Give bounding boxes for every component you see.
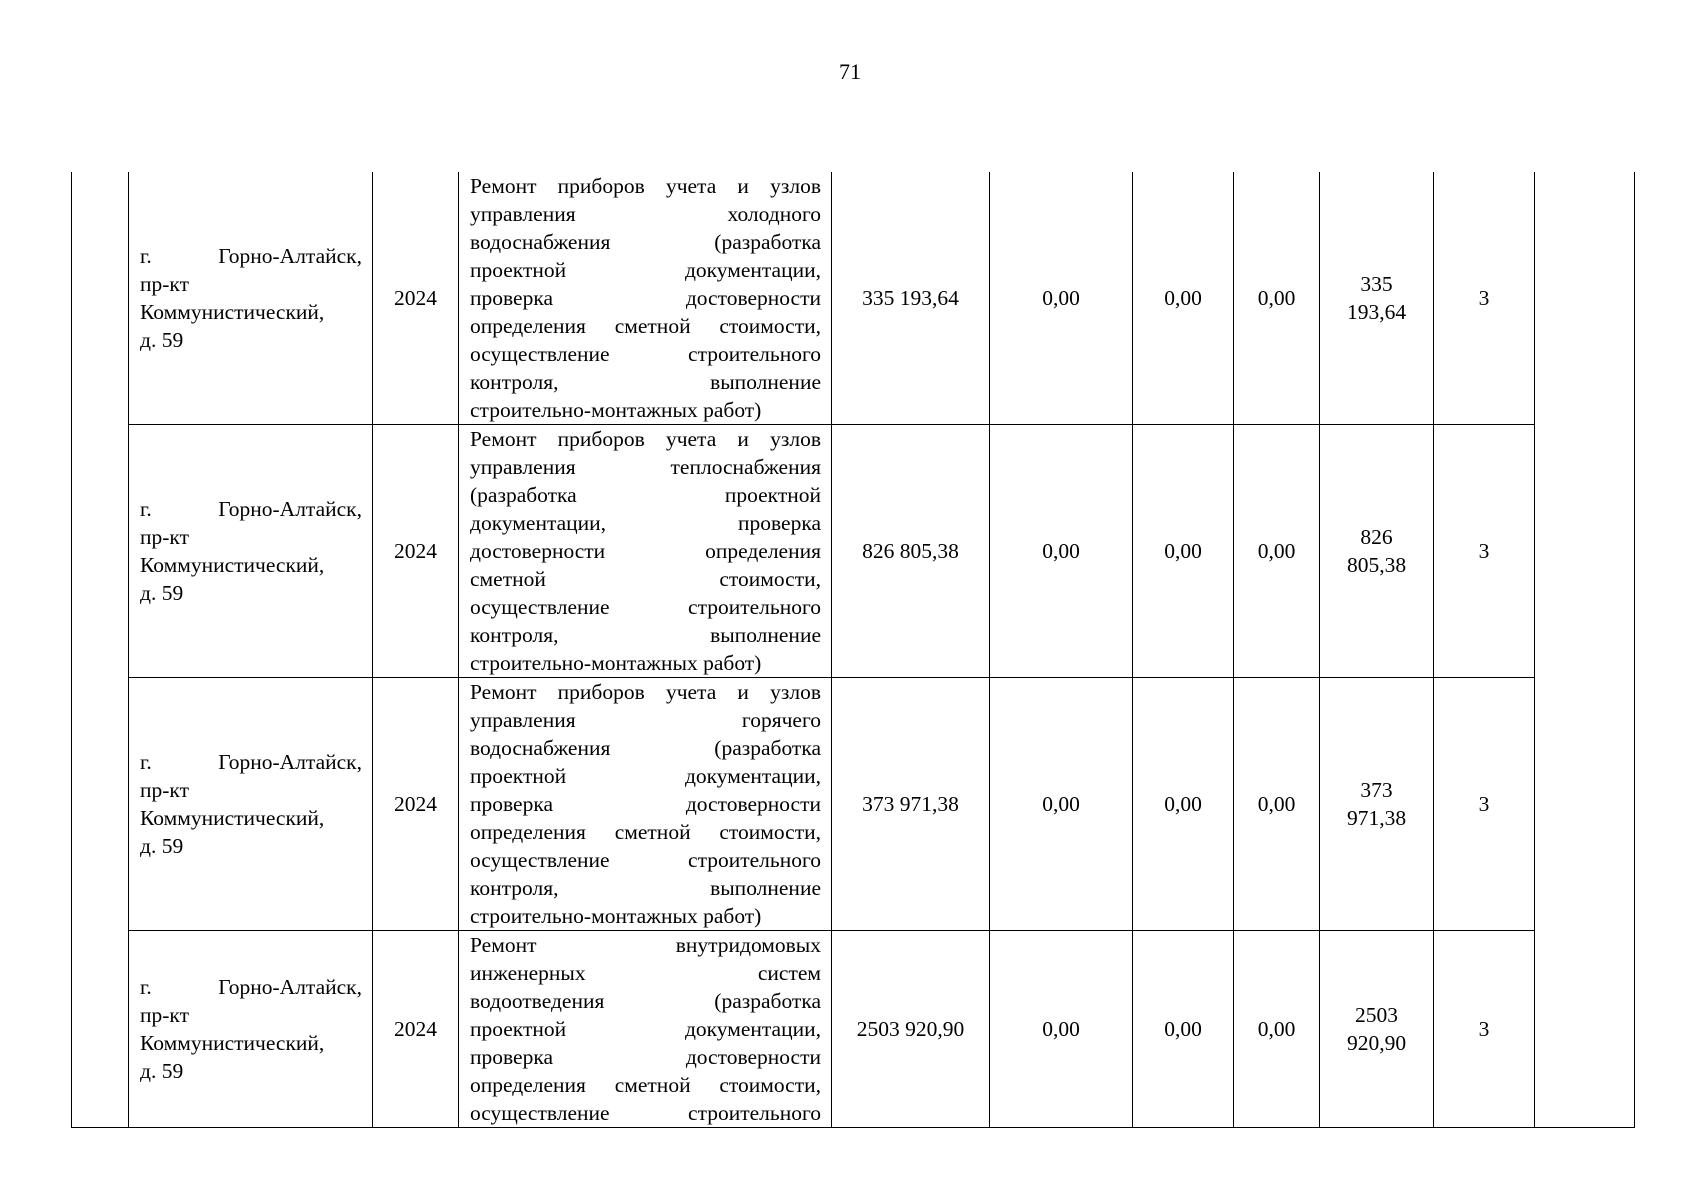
- year-cell: 2024: [373, 425, 459, 678]
- work-line: строительно-монтажных работ): [470, 398, 762, 422]
- value-cell-3: 0,00: [1234, 678, 1320, 931]
- work-line: проектной документации,: [470, 258, 821, 282]
- value-cell-1: 0,00: [990, 931, 1133, 1128]
- cost-cell: 826 805,38: [832, 425, 990, 678]
- value-cell-1: 0,00: [990, 678, 1133, 931]
- work-line: сметной стоимости,: [470, 567, 821, 591]
- cost-cell: 335 193,64: [832, 172, 990, 425]
- address-line: д. 59: [140, 1059, 184, 1083]
- address-line: Коммунистический,: [140, 300, 325, 324]
- year-cell: 2024: [373, 172, 459, 425]
- value-cell-2: 0,00: [1133, 425, 1234, 678]
- value-cell-3: 0,00: [1234, 172, 1320, 425]
- work-line: проверка достоверности: [470, 286, 821, 310]
- address-line: пр-кт: [140, 1003, 189, 1027]
- year-cell: 2024: [373, 931, 459, 1128]
- work-line: определения сметной стоимости,: [470, 1073, 821, 1097]
- work-line: управления холодного: [470, 202, 821, 226]
- last-column-cell: [1535, 172, 1635, 1128]
- work-line: проектной документации,: [470, 764, 821, 788]
- value-cell-2: 0,00: [1133, 931, 1234, 1128]
- total-line: 373: [1360, 778, 1393, 802]
- work-line: проектной документации,: [470, 1017, 821, 1041]
- total-line: 826: [1360, 525, 1393, 549]
- value-cell-2: 0,00: [1133, 678, 1234, 931]
- work-description-cell: [459, 172, 832, 425]
- address-line: г. Горно-Алтайск,: [140, 750, 362, 774]
- code-cell: 3: [1434, 931, 1535, 1128]
- work-line: (разработка проектной: [470, 483, 821, 507]
- address-line: д. 59: [140, 834, 184, 858]
- work-line: проверка достоверности: [470, 792, 821, 816]
- work-line: осуществление строительного: [470, 1101, 821, 1125]
- total-line: 193,64: [1346, 300, 1407, 324]
- work-line: Ремонт внутридомовых: [470, 933, 821, 957]
- address-cell: [129, 931, 373, 1128]
- value-cell-2: 0,00: [1133, 172, 1234, 425]
- total-line: 971,38: [1346, 806, 1407, 830]
- work-line: водоснабжения (разработка: [470, 230, 821, 254]
- cost-cell: 373 971,38: [832, 678, 990, 931]
- work-line: строительно-монтажных работ): [470, 904, 762, 928]
- value-cell-1: 0,00: [990, 425, 1133, 678]
- value-cell-1: 0,00: [990, 172, 1133, 425]
- address-cell: [129, 678, 373, 931]
- cost-cell: 2503 920,90: [832, 931, 990, 1128]
- row-number-cell: [72, 172, 129, 1128]
- total-cell: [1320, 172, 1434, 425]
- work-line: Ремонт приборов учета и узлов: [470, 427, 821, 451]
- total-line: 335: [1360, 272, 1393, 296]
- work-line: строительно-монтажных работ): [470, 651, 762, 675]
- code-cell: 3: [1434, 425, 1535, 678]
- work-line: инженерных систем: [470, 961, 821, 985]
- address-line: Коммунистический,: [140, 1031, 325, 1055]
- total-line: 920,90: [1346, 1031, 1407, 1055]
- work-line: осуществление строительного: [470, 848, 821, 872]
- address-line: пр-кт: [140, 272, 189, 296]
- work-line: документации, проверка: [470, 511, 821, 535]
- address-line: Коммунистический,: [140, 553, 325, 577]
- work-line: Ремонт приборов учета и узлов: [470, 174, 821, 198]
- address-line: Коммунистический,: [140, 806, 325, 830]
- work-description-cell: [459, 931, 832, 1128]
- total-cell: [1320, 931, 1434, 1128]
- work-line: определения сметной стоимости,: [470, 820, 821, 844]
- total-cell: [1320, 425, 1434, 678]
- work-line: контроля, выполнение: [470, 876, 821, 900]
- address-cell: [129, 172, 373, 425]
- work-line: осуществление строительного: [470, 595, 821, 619]
- work-line: управления теплоснабжения: [470, 455, 821, 479]
- value-cell-3: 0,00: [1234, 931, 1320, 1128]
- address-line: д. 59: [140, 328, 184, 352]
- work-line: определения сметной стоимости,: [470, 314, 821, 338]
- work-line: Ремонт приборов учета и узлов: [470, 680, 821, 704]
- work-line: управления горячего: [470, 708, 821, 732]
- work-line: проверка достоверности: [470, 1045, 821, 1069]
- address-line: г. Горно-Алтайск,: [140, 975, 362, 999]
- work-line: контроля, выполнение: [470, 370, 821, 394]
- code-cell: 3: [1434, 678, 1535, 931]
- table-row: [72, 931, 1635, 1128]
- total-line: 805,38: [1346, 553, 1407, 577]
- work-line: водоснабжения (разработка: [470, 736, 821, 760]
- address-line: пр-кт: [140, 778, 189, 802]
- work-line: водоотведения (разработка: [470, 989, 821, 1013]
- code-cell: 3: [1434, 172, 1535, 425]
- address-line: пр-кт: [140, 525, 189, 549]
- address-line: г. Горно-Алтайск,: [140, 244, 362, 268]
- table-row: [72, 425, 1635, 678]
- year-cell: 2024: [373, 678, 459, 931]
- work-line: достоверности определения: [470, 539, 821, 563]
- total-line: 2503: [1355, 1003, 1398, 1027]
- work-line: осуществление строительного: [470, 342, 821, 366]
- work-description-cell: [459, 678, 832, 931]
- address-line: г. Горно-Алтайск,: [140, 497, 362, 521]
- address-cell: [129, 425, 373, 678]
- works-table: [71, 172, 1635, 1128]
- total-cell: [1320, 678, 1434, 931]
- value-cell-3: 0,00: [1234, 425, 1320, 678]
- page-number: 71: [839, 59, 861, 84]
- table-row: [72, 172, 1635, 425]
- address-line: д. 59: [140, 581, 184, 605]
- work-line: контроля, выполнение: [470, 623, 821, 647]
- work-description-cell: [459, 425, 832, 678]
- table-row: [72, 678, 1635, 931]
